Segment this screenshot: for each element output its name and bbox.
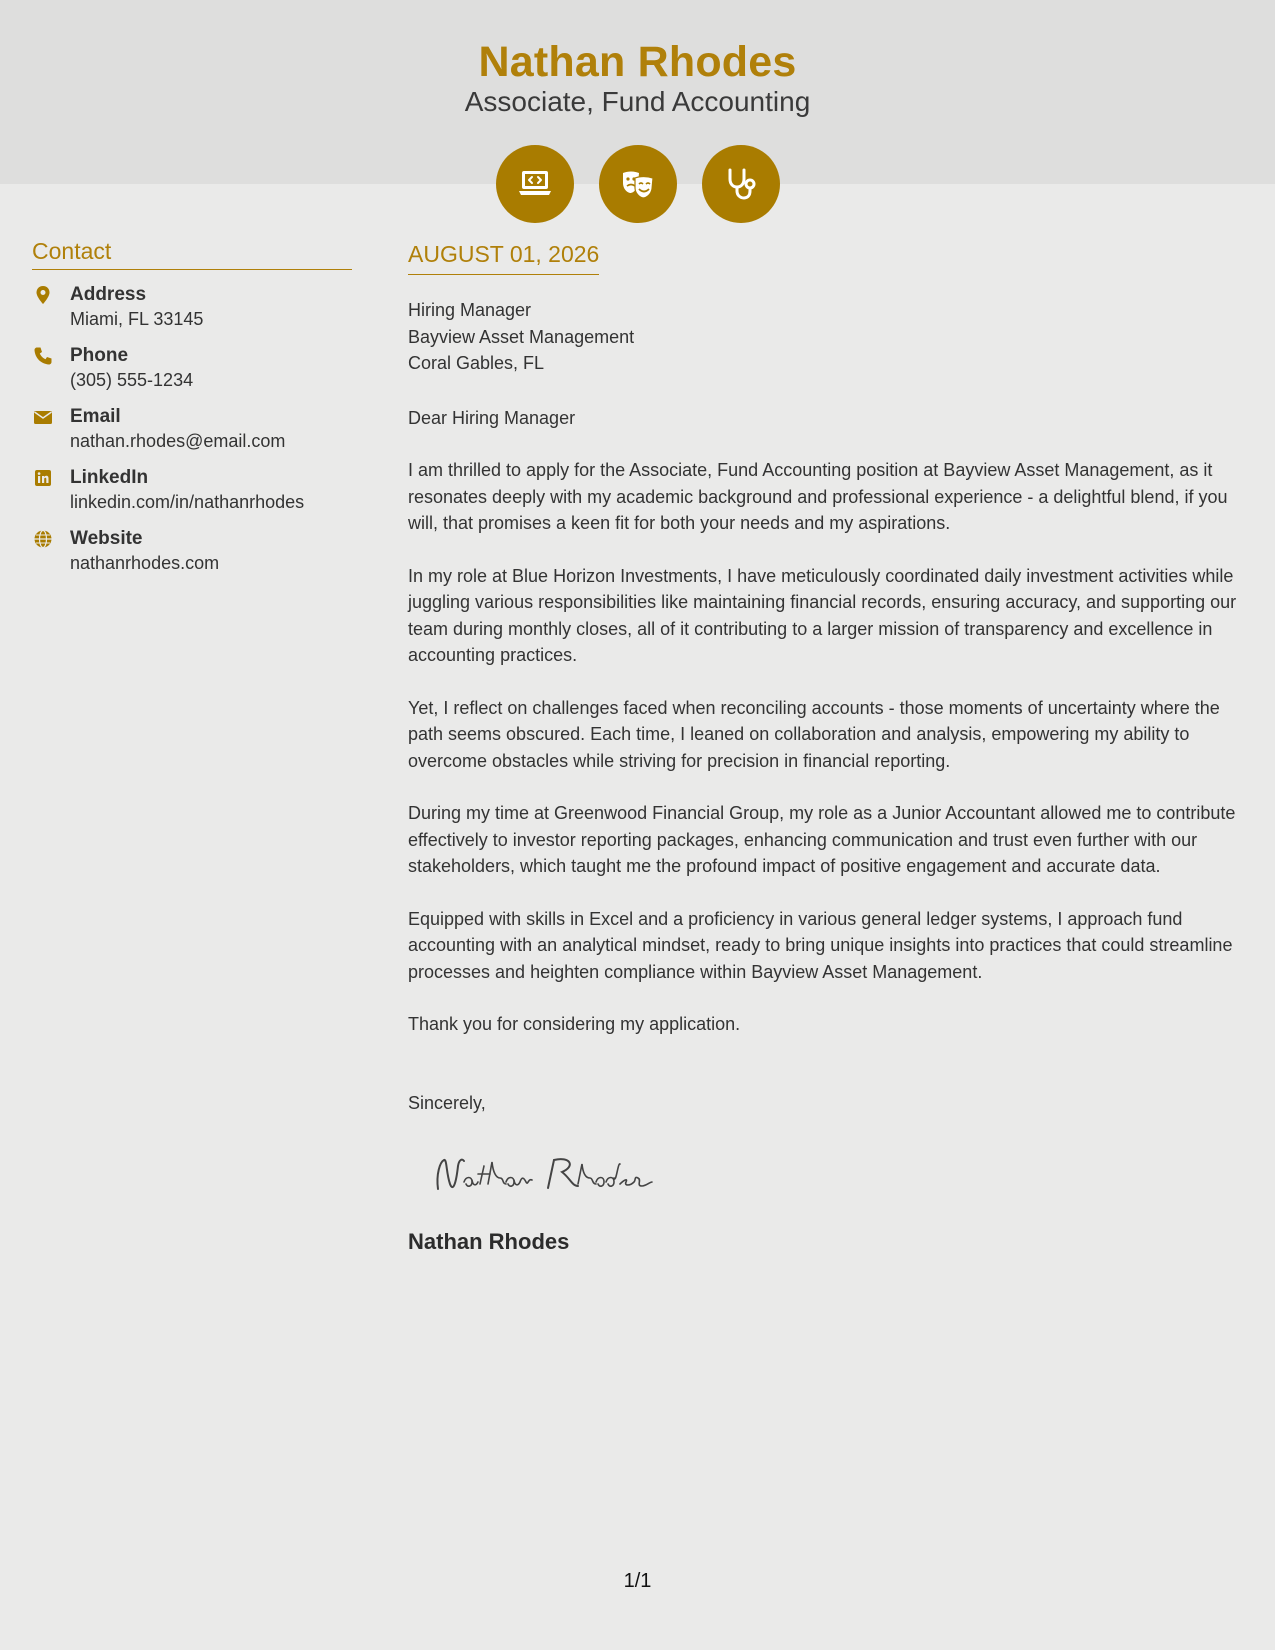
signature-image [420,1144,670,1204]
paragraph: Yet, I reflect on challenges faced when reconciling accounts - those moments of uncertainty where the path seems obscured. Each time, I leaned on collaboration and analysis, empowering my ability to overcome obstacles while striving for precision in financial reporting. [408,697,1220,771]
paragraph: During my time at Greenwood Financial Group, my role as a Junior Accountant allowed me to contribute effectively to investor reporting packages, enhancing communication and trust even further with our stakeholders, which taught me the profound impact of positive engagement and accurate data. [408,803,1236,876]
contact-item-website [32,526,352,575]
signed-name: Nathan Rhodes [408,1229,570,1254]
contact-value: Miami, FL 33145 [70,309,204,329]
contact-section [32,238,352,587]
contact-label: Website [70,528,143,549]
contact-label: Address [70,284,147,305]
closing: Sincerely, [408,1092,486,1113]
contact-item-email [32,404,352,453]
recipient-block [408,297,1248,377]
stethoscope-icon [702,145,780,223]
contact-value: nathan.rhodes@email.com [70,431,286,451]
recipient-line: Bayview Asset Management [408,326,635,347]
contact-label: LinkedIn [70,467,149,488]
theater-masks-icon [599,145,677,223]
letter-date: AUGUST 01, 2026 [408,241,600,267]
applicant-name: Nathan Rhodes [478,38,797,86]
paragraph: Equipped with skills in Excel and a proficiency in various general ledger systems, I approach fund accounting with an analytical mindset, ready to bring unique insights into practices that could streamline processes and heighten compliance within Bayview Asset Management. [408,908,1233,982]
laptop-code-icon [496,145,574,223]
contact-item-phone [32,343,352,392]
hobby-icons [0,145,1275,223]
letter-body [408,240,1248,1255]
salutation: Dear Hiring Manager [408,407,576,428]
paragraph: In my role at Blue Horizon Investments, I have meticulously coordinated daily investment activities while juggling various responsibilities like maintaining financial records, ensuring accuracy, and supporting our team during monthly closes, all of it contributing to a larger mission of transparency and excellence in accounting practices. [408,565,1237,665]
page-number: 1/1 [623,1570,652,1592]
phone-icon [32,345,54,367]
contact-value: nathanrhodes.com [70,553,220,573]
contact-label: Phone [70,345,129,366]
linkedin-icon [32,467,54,489]
date-wrap [408,240,599,275]
contact-value: (305) 555-1234 [70,370,194,390]
applicant-title: Associate, Fund Accounting [464,86,811,117]
contact-value: linkedin.com/in/nathanrhodes [70,492,305,512]
contact-heading: Contact [32,238,352,270]
envelope-icon [32,406,54,428]
contact-label: Email [70,406,121,427]
recipient-line: Hiring Manager [408,300,532,320]
paragraph: I am thrilled to apply for the Associate, Fund Accounting position at Bayview Asset Management, as it resonates deeply with my academic background and professional experience - a delightful blend, if you will, that promises a keen fit for both your needs and my aspirations. [408,460,1228,533]
contact-item-address [32,282,352,331]
paragraph: Thank you for considering my application. [408,1014,741,1034]
globe-icon [32,528,54,550]
recipient-line: Coral Gables, FL [408,353,545,373]
contact-item-linkedin [32,465,352,514]
location-pin-icon [32,284,54,306]
